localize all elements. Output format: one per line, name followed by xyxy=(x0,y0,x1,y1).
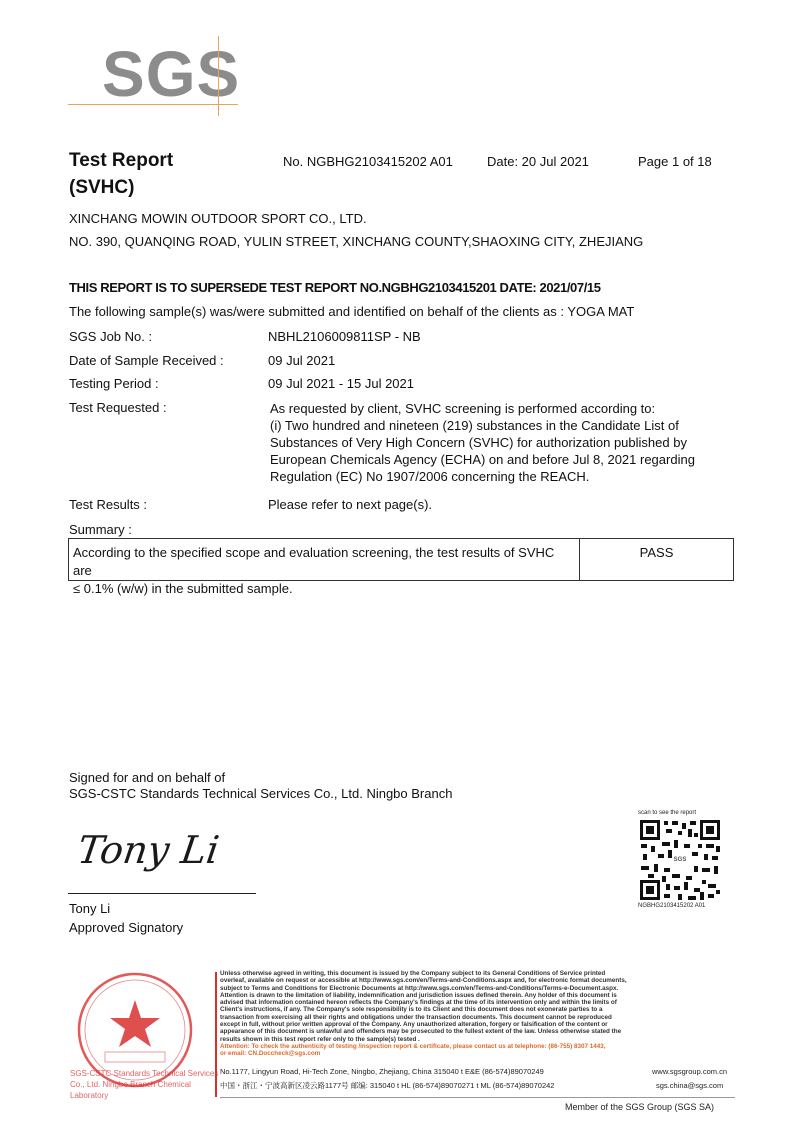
qr-caption-top: scan to see the report xyxy=(638,810,697,816)
footer-address-cn: 中国・浙江・宁波高新区凌云路1177号 邮编: 315040 t HL (86-574)89070271 t ML (86-574)89070242 xyxy=(220,1081,555,1090)
summary-table xyxy=(68,538,734,596)
results-label: Test Results : xyxy=(69,497,148,512)
fine-print-line: overleaf, available on request or accessible at http://www.sgs.com/en/Terms-and-Conditions.aspx and, for electronic format documents, xyxy=(220,977,627,985)
fine-print-line: except in full, without prior written approval of the Company. Any unauthorized alteration, forgery or falsification of the content or xyxy=(220,1021,608,1029)
sgs-logo xyxy=(68,36,240,116)
qr-center-label: SGS xyxy=(673,857,687,863)
sgs-membership: Member of the SGS Group (SGS SA) xyxy=(565,1102,715,1112)
logo-accent-vline xyxy=(218,36,219,116)
supersede-notice: THIS REPORT IS TO SUPERSEDE TEST REPORT NO.NGBHG2103415201 DATE: 2021/07/15 xyxy=(69,280,601,295)
footer-fine-print xyxy=(220,970,735,1058)
job-no-label: SGS Job No. : xyxy=(69,329,153,344)
qr-code-icon[interactable] xyxy=(638,818,722,902)
summary-text-cell xyxy=(69,539,580,596)
requested-text xyxy=(270,400,730,485)
handwritten-signature: Tony Li xyxy=(74,828,222,872)
fine-print-line: advised that information contained hereon reflects the Company's findings at the time of its intervention only and within the limits of xyxy=(220,999,617,1007)
sgs-logo-text: SGS xyxy=(102,38,241,110)
requested-line: European Chemicals Agency (ECHA) on and before Jul 8, 2021 regarding xyxy=(270,452,695,467)
footer-website[interactable]: www.sgsgroup.com.cn xyxy=(652,1067,728,1076)
signatory-role: Approved Signatory xyxy=(69,920,184,935)
client-name: XINCHANG MOWIN OUTDOOR SPORT CO., LTD. xyxy=(69,211,367,226)
report-date: Date: 20 Jul 2021 xyxy=(487,154,589,169)
client-address: NO. 390, QUANQING ROAD, YULIN STREET, XINCHANG COUNTY,SHAOXING CITY, ZHEJIANG xyxy=(69,234,644,249)
page-number: Page 1 of 18 xyxy=(638,154,712,169)
report-subtitle: (SVHC) xyxy=(69,177,135,198)
sample-intro: The following sample(s) was/were submitted and identified on behalf of the clients as : YOGA MAT xyxy=(69,304,635,319)
report-number: No. NGBHG2103415202 A01 xyxy=(283,154,453,169)
stamp-text: SGS-CSTC Standards Technical Services Co., Ltd. Ningbo Branch Chemical Laboratory xyxy=(70,1069,219,1100)
report-title: Test Report xyxy=(69,150,174,171)
logo-accent-line xyxy=(68,104,238,105)
received-label: Date of Sample Received : xyxy=(69,353,224,368)
footer-email[interactable]: sgs.china@sgs.com xyxy=(656,1081,724,1090)
signature-line xyxy=(68,893,256,894)
results-value: Please refer to next page(s). xyxy=(268,497,433,512)
fine-print-line: appearance of this document is unlawful and offenders may be prosecuted to the fullest extent of the law. Unless otherwise stated the xyxy=(220,1028,622,1036)
signing-company: SGS-CSTC Standards Technical Services Co., Ltd. Ningbo Branch xyxy=(69,786,453,801)
period-label: Testing Period : xyxy=(69,376,159,391)
fine-print-line: Unless otherwise agreed in writing, this document is issued by the Company subject to its General Conditions of Service printed xyxy=(220,970,606,977)
authenticity-email[interactable]: or email: CN.Doccheck@sgs.com xyxy=(220,1050,321,1058)
requested-line: (i) Two hundred and nineteen (219) substances in the Candidate List of xyxy=(270,418,679,433)
summary-label: Summary : xyxy=(69,522,132,537)
signatory-name: Tony Li xyxy=(69,901,111,916)
requested-line: Substances of Very High Concern (SVHC) for authorization published by xyxy=(270,435,687,450)
requested-line: Regulation (EC) No 1907/2006 concerning the REACH. xyxy=(270,469,590,484)
summary-result: PASS xyxy=(639,545,674,560)
summary-text-line: ≤ 0.1% (w/w) in the submitted sample. xyxy=(73,581,293,596)
fine-print-line: Attention is drawn to the limitation of liability, indemnification and jurisdiction issues defined therein. Any holder of this document is xyxy=(220,991,617,999)
footer-rule xyxy=(220,1097,735,1098)
period-value: 09 Jul 2021 - 15 Jul 2021 xyxy=(268,376,414,391)
footer-address-en: No.1177, Lingyun Road, Hi-Tech Zone, Ningbo, Zhejiang, China 315040 t E&E (86-574)89070249 xyxy=(220,1067,544,1076)
requested-label: Test Requested : xyxy=(69,400,167,415)
fine-print-line: results shown in this test report refer only to the sample(s) tested . xyxy=(220,1035,420,1043)
fine-print-line: subject to Terms and Conditions for Electronic Documents at http://www.sgs.com/en/Terms-and-Conditions/Terms-e-Document.aspx. xyxy=(220,984,619,992)
qr-caption-bottom: NGBHG2103415202 A01 xyxy=(638,903,706,909)
requested-line: As requested by client, SVHC screening is performed according to: xyxy=(270,401,656,416)
fine-print-line: transaction from exercising all their rights and obligations under the transaction documents. This document cannot be reproduced xyxy=(220,1013,612,1021)
summary-text-line: According to the specified scope and evaluation screening, the test results of SVHC are xyxy=(73,545,555,578)
fine-print-line: Client's instructions, if any. The Company's sole responsibility is to its Client and this document does not exonerate parties to a xyxy=(220,1006,603,1014)
authenticity-attention: Attention: To check the authenticity of testing /inspection report & certificate, please contact us at telephone: (86-755) 8307 1443, xyxy=(220,1042,606,1050)
received-value: 09 Jul 2021 xyxy=(268,353,336,368)
signed-on-behalf: Signed for and on behalf of xyxy=(69,770,226,785)
job-no-value: NBHL2106009811SP - NB xyxy=(268,329,421,344)
footer-divider xyxy=(215,972,217,1097)
